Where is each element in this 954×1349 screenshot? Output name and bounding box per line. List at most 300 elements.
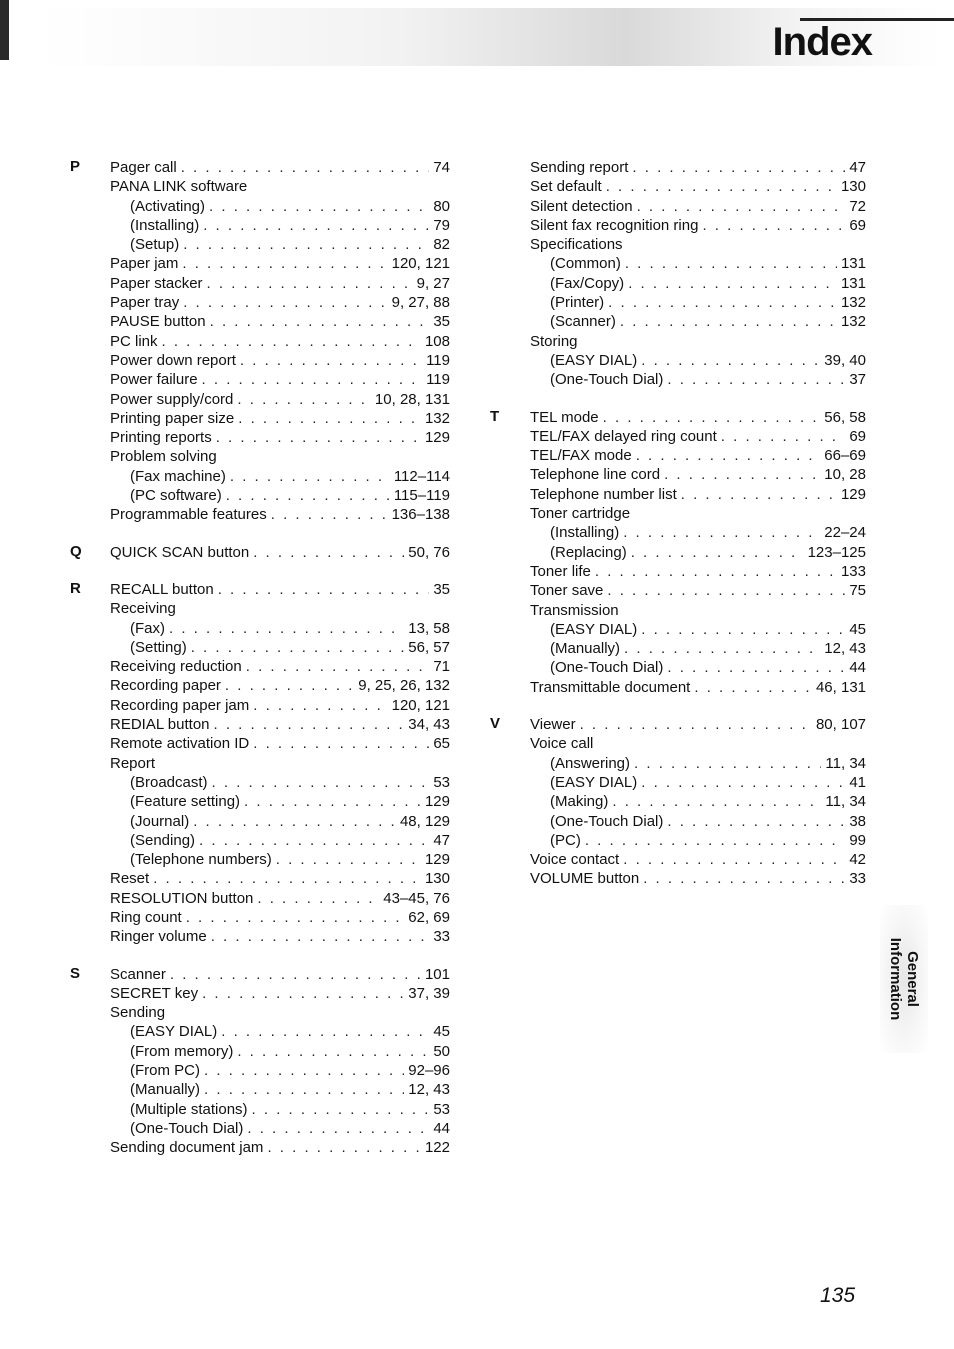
index-term: (Broadcast) [130,773,208,791]
index-page-refs: 11, 34 [825,793,866,811]
index-term: Transmittable document [530,678,691,696]
index-page-refs: 131 [840,274,866,292]
index-entry [110,293,450,312]
index-term: (Telephone numbers) [130,851,272,869]
index-column-right [490,158,866,889]
index-subentry [110,619,450,638]
dot-leader [212,773,430,792]
index-letter-group [70,580,450,947]
index-page-refs: 129 [840,485,866,503]
index-entry [530,408,866,427]
index-entry [110,428,450,447]
index-letter: Q [70,542,82,560]
index-letter: T [490,407,500,425]
index-term: (Journal) [130,812,190,830]
index-term: Scanner [110,965,166,983]
index-page-refs: 35 [433,580,450,598]
index-term: Toner save [530,582,604,600]
index-entry [110,409,450,428]
index-page-refs: 38 [849,812,866,830]
index-page-refs: 112–114 [393,467,450,485]
index-term: Reset [110,870,150,888]
index-term: Telephone number list [530,485,677,503]
index-term: (Fax/Copy) [550,274,625,292]
dot-leader [585,831,845,850]
dot-leader [226,486,390,505]
index-letter: R [70,579,81,597]
dot-leader [641,620,845,639]
index-subentry [110,235,450,254]
dot-leader [204,1061,404,1080]
index-subentry [110,638,450,657]
index-term: Toner life [530,562,591,580]
index-term: Storing [530,332,578,350]
index-term: RECALL button [110,580,214,598]
index-term: Recording paper [110,677,221,695]
index-entry [530,485,866,504]
dot-leader [623,523,820,542]
index-subentry [530,293,866,312]
dot-leader [253,734,429,753]
index-subentry [530,523,866,542]
index-entry [110,927,450,946]
index-page-refs: 92–96 [408,1062,450,1080]
index-term: Viewer [530,716,576,734]
index-page-refs: 44 [433,1119,450,1137]
index-entry [110,715,450,734]
dot-leader [193,812,396,831]
dot-leader [204,1080,404,1099]
index-subentry [110,773,450,792]
dot-leader [221,1022,429,1041]
index-subentry [110,850,450,869]
index-entry [530,734,866,753]
index-page-refs: 120, 121 [391,696,450,714]
index-page-refs: 130 [840,178,866,196]
index-entry [530,869,866,888]
index-page-refs: 115–119 [393,487,450,505]
index-page-refs: 122 [424,1139,450,1157]
index-term: Ringer volume [110,928,207,946]
dot-leader [721,427,846,446]
index-entry [110,965,450,984]
index-term: (EASY DIAL) [550,620,638,638]
dot-leader [225,676,354,695]
dot-leader [214,715,405,734]
index-entry [530,465,866,484]
dot-leader [182,254,387,273]
index-term: Sending document jam [110,1139,264,1157]
index-subentry [530,543,866,562]
index-page-refs: 34, 43 [408,716,450,734]
dot-leader [667,370,845,389]
dot-leader [246,657,430,676]
dot-leader [240,351,422,370]
index-subentry [530,754,866,773]
dot-leader [253,696,387,715]
index-entry [110,177,450,196]
index-term: Toner cartridge [530,505,631,523]
dot-leader [244,792,421,811]
index-page-refs: 74 [433,159,450,176]
index-entry [530,504,866,523]
index-entry [110,390,450,409]
index-entry [110,370,450,389]
index-entry [110,869,450,888]
index-entry [530,177,866,196]
dot-leader [253,543,404,562]
index-page-refs: 12, 43 [824,640,866,658]
index-term: (Manually) [130,1081,201,1099]
index-term: Voice call [530,735,594,753]
index-page-refs: 41 [849,773,866,791]
index-subentry [110,486,450,505]
index-page-refs: 47 [433,831,450,849]
index-entry [530,678,866,697]
index-entry-list [110,965,450,1158]
index-term: (From PC) [130,1062,200,1080]
dot-leader [702,216,845,235]
index-term: (Fax) [130,619,165,637]
index-term: (Printer) [550,294,605,312]
index-page-refs: 72 [849,197,866,215]
dot-leader [210,312,430,331]
index-entry [530,715,866,734]
index-term: Recording paper jam [110,696,250,714]
index-term: Paper tray [110,294,180,312]
index-entry-list [530,408,866,697]
index-subentry [530,792,866,811]
dot-leader [667,658,845,677]
index-entry-list [110,543,450,562]
index-entry [110,908,450,927]
dot-leader [580,715,812,734]
index-entry [110,599,450,618]
index-page-refs: 69 [849,216,866,234]
index-term: Remote activation ID [110,735,250,753]
index-term: Set default [530,178,602,196]
index-page-refs: 75 [849,582,866,600]
dot-leader [183,235,429,254]
dot-leader [257,889,379,908]
dot-leader [191,638,405,657]
dot-leader [267,1138,421,1157]
index-page-refs: 56, 58 [824,408,866,426]
dot-leader [634,754,821,773]
index-letter-group [490,408,866,697]
index-entry [530,235,866,254]
dot-leader [238,409,421,428]
index-entry [110,505,450,524]
index-subentry [530,831,866,850]
index-subentry [530,812,866,831]
index-page-refs: 50 [433,1042,450,1060]
index-entry [110,580,450,599]
dot-leader [625,254,837,273]
index-term: (PC) [550,831,581,849]
index-page-refs: 123–125 [807,543,866,561]
index-term: PANA LINK software [110,178,248,196]
index-entry [530,581,866,600]
index-term: (Scanner) [550,313,616,331]
dot-leader [623,850,845,869]
index-term: Ring count [110,908,182,926]
index-term: Paper stacker [110,274,203,292]
index-term: VOLUME button [530,870,640,888]
index-term: (Common) [550,255,621,273]
index-page-refs: 132 [424,409,450,427]
index-page-refs: 45 [849,620,866,638]
index-page-refs: 56, 57 [408,638,450,656]
index-term: (Activating) [130,197,206,215]
index-letter: S [70,964,81,982]
index-term: Power down report [110,351,236,369]
dot-leader [628,274,837,293]
index-entry [110,984,450,1003]
index-term: (Making) [550,793,609,811]
index-term: SECRET key [110,984,199,1002]
index-term: Silent detection [530,197,633,215]
index-page-refs: 130 [424,870,450,888]
index-term: Printing reports [110,429,212,447]
index-term: (From memory) [130,1042,234,1060]
dot-leader [209,197,429,216]
dot-leader [681,485,837,504]
index-entry [530,332,866,351]
index-page-refs: 47 [849,159,866,176]
index-letter-group [490,715,866,889]
dot-leader [162,332,421,351]
index-page-refs: 129 [424,851,450,869]
index-term: (Multiple stations) [130,1100,248,1118]
index-subentry [110,1061,450,1080]
index-page-refs: 53 [433,773,450,791]
index-page-refs: 9, 27, 88 [391,294,450,312]
index-term: Transmission [530,601,619,619]
dot-leader [641,773,845,792]
page-title: Index [772,20,872,64]
dot-leader [230,467,390,486]
index-term: (One-Touch Dial) [550,659,664,677]
index-term: (Fax machine) [130,467,226,485]
index-subentry [110,792,450,811]
index-term: Voice contact [530,851,620,869]
dot-leader [153,869,421,888]
index-subentry [530,274,866,293]
index-term: (Installing) [550,524,620,542]
index-term: TEL mode [530,408,599,426]
index-subentry [110,1080,450,1099]
index-term: Sending [110,1004,166,1022]
dot-leader [247,1119,429,1138]
index-term: (EASY DIAL) [550,773,638,791]
index-page-refs: 43–45, 76 [383,889,450,907]
index-page-refs: 9, 25, 26, 132 [358,677,450,695]
index-entry-list [530,158,866,390]
index-page-refs: 79 [433,216,450,234]
index-subentry [530,773,866,792]
index-entry [110,676,450,695]
index-term: Pager call [110,159,177,176]
dot-leader [595,562,837,581]
index-entry [110,1138,450,1157]
index-page-refs: 132 [840,294,866,312]
page-number: 135 [820,1284,856,1307]
index-page-refs: 53 [433,1100,450,1118]
index-subentry [110,1119,450,1138]
index-entry [530,562,866,581]
dot-leader [643,869,845,888]
dot-leader [211,927,430,946]
index-letter-group [490,158,866,390]
index-page-refs: 62, 69 [408,908,450,926]
dot-leader [183,293,387,312]
index-subentry [110,1042,450,1061]
index-entry [110,312,450,331]
index-entry-list [110,158,450,525]
index-subentry [110,467,450,486]
index-page-refs: 37 [849,371,866,389]
index-term: TEL/FAX mode [530,447,632,465]
index-page-refs: 48, 129 [399,812,450,830]
index-subentry [530,639,866,658]
index-term: Silent fax recognition ring [530,216,699,234]
dot-leader [606,177,837,196]
index-entry [110,332,450,351]
index-entry [530,601,866,620]
index-term: (Feature setting) [130,793,241,811]
dot-leader [612,792,821,811]
index-entry [110,889,450,908]
index-subentry [530,351,866,370]
index-letter-group [70,965,450,1158]
index-page-refs: 42 [849,851,866,869]
dot-leader [181,158,430,177]
index-page-refs: 39, 40 [824,351,866,369]
dot-leader [202,984,404,1003]
index-subentry [530,254,866,273]
index-page-refs: 136–138 [391,506,450,524]
index-entry [110,254,450,273]
index-column-left [70,158,450,1158]
index-page-refs: 80, 107 [815,716,866,734]
index-term: Specifications [530,236,623,254]
index-page-refs: 82 [433,236,450,254]
index-term: (Installing) [130,216,200,234]
index-term: (Answering) [550,754,631,772]
dot-leader [624,639,820,658]
index-subentry [110,216,450,235]
index-page-refs: 10, 28, 131 [374,390,450,408]
index-subentry [110,812,450,831]
dot-leader [237,390,371,409]
index-entry [530,427,866,446]
index-subentry [110,1100,450,1119]
index-subentry [530,370,866,389]
index-entry [530,446,866,465]
page-edge-shadow [0,0,9,60]
dot-leader [637,197,846,216]
index-page-refs: 37, 39 [408,984,450,1002]
dot-leader [641,351,820,370]
index-term: (One-Touch Dial) [130,1119,244,1137]
section-tab-line-1: General [904,951,921,1007]
index-entry [110,754,450,773]
dot-leader [694,678,812,697]
index-entry [110,274,450,293]
index-page-refs: 120, 121 [391,255,450,273]
index-letter: P [70,158,81,175]
index-term: (Setup) [130,236,180,254]
index-subentry [530,312,866,331]
index-subentry [530,620,866,639]
index-page-refs: 46, 131 [815,678,866,696]
index-entry [110,158,450,177]
index-page-refs: 80 [433,197,450,215]
index-page-refs: 66–69 [824,447,866,465]
index-term: TEL/FAX delayed ring count [530,427,717,445]
dot-leader [170,965,421,984]
index-term: (Manually) [550,640,621,658]
index-term: Programmable features [110,506,267,524]
dot-leader [667,812,845,831]
index-term: Paper jam [110,255,179,273]
index-page-refs: 131 [840,255,866,273]
index-term: (Setting) [130,638,187,656]
index-page-refs: 44 [849,659,866,677]
index-term: (EASY DIAL) [130,1023,218,1041]
index-page-refs: 12, 43 [408,1081,450,1099]
index-term: PAUSE button [110,313,206,331]
index-page-refs: 35 [433,313,450,331]
index-letter-group [70,543,450,562]
index-entry [530,158,866,177]
index-term: REDIAL button [110,716,210,734]
index-entry [110,1003,450,1022]
index-entry [530,197,866,216]
index-term: (One-Touch Dial) [550,371,664,389]
index-page-refs: 119 [426,351,450,369]
index-term: Telephone line cord [530,466,661,484]
index-page-refs: 132 [840,313,866,331]
index-letter-group [70,158,450,525]
index-term: PC link [110,332,158,350]
index-page-refs: 33 [849,870,866,888]
index-term: (Sending) [130,831,196,849]
index-entry [530,850,866,869]
dot-leader [186,908,405,927]
index-page-refs: 9, 27 [416,274,450,292]
dot-leader [218,580,430,599]
index-term: Problem solving [110,448,217,466]
index-entry [110,657,450,676]
index-page-refs: 10, 28 [824,466,866,484]
dot-leader [276,850,421,869]
index-page-refs: 108 [424,332,450,350]
index-term: Power supply/cord [110,390,234,408]
index-subentry [110,831,450,850]
index-term: RESOLUTION button [110,889,254,907]
dot-leader [237,1042,429,1061]
dot-leader [608,293,837,312]
index-page-refs: 22–24 [824,524,866,542]
index-page-refs: 99 [849,831,866,849]
dot-leader [199,831,429,850]
index-term: Printing paper size [110,409,235,427]
dot-leader [203,216,429,235]
index-letter: V [490,715,501,733]
dot-leader [252,1100,430,1119]
